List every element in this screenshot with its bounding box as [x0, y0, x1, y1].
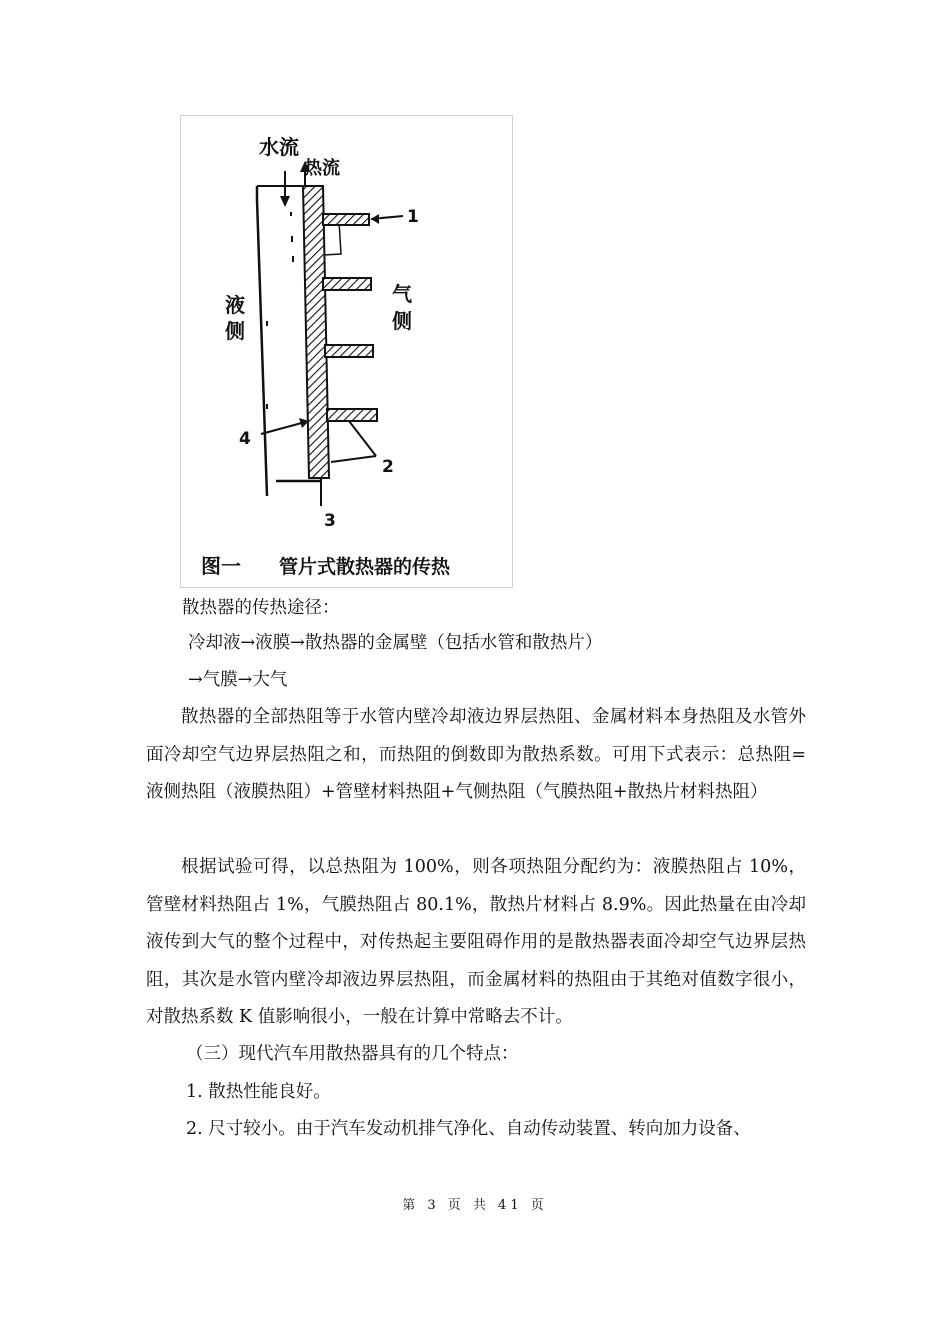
water-flow-label: 水流	[259, 135, 299, 159]
figure-caption-number: 图一	[201, 554, 241, 578]
path-line-1: 冷却液→液膜→散热器的金属壁（包括水管和散热片）	[188, 633, 603, 653]
list-item: 1. 散热性能良好。	[186, 1082, 331, 1102]
path-title: 散热器的传热途径：	[182, 598, 340, 618]
figure-caption-title: 管片式散热器的传热	[279, 556, 451, 578]
liquid-side-label-1: 液	[225, 293, 245, 317]
callout-2: 2	[382, 457, 394, 477]
section-heading: （三）现代汽车用散热器具有的几个特点：	[186, 1044, 519, 1064]
air-side-label-1: 气	[392, 282, 412, 306]
callout-4: 4	[239, 429, 251, 449]
radiator-diagram	[181, 116, 512, 587]
list-item: 2. 尺寸较小。由于汽车发动机排气净化、自动传动装置、转向加力设备、	[186, 1119, 751, 1139]
liquid-side-label-2: 侧	[225, 319, 245, 343]
paragraph-resistance-distribution: 根据试验可得，以总热阻为 100%，则各项热阻分配约为：液膜热阻占 10%，管壁材料热阻占 1%，气膜热阻占 80.1%，散热片材料占 8.9%。因此热量在由冷却液传到大气的整个过程中，对传热起主要阻碍作用的是散热器表面冷却空气边界层热阻，其次是水管内壁冷却液边界层热阻，而金属材料的热阻由于其绝对值数字很小，对散热系数 K 值影响很小，一般在计算中常略去不计。	[146, 857, 806, 1027]
heat-flow-label: 热流	[304, 158, 340, 179]
paragraph-thermal-resistance: 散热器的全部热阻等于水管内壁冷却液边界层热阻、金属材料本身热阻及水管外面冷却空气边界层热阻之和，而热阻的倒数即为散热系数。可用下式表示：总热阻=液侧热阻（液膜热阻）+管壁材料热阻+气侧热阻（气膜热阻+散热片材料热阻）	[146, 707, 806, 802]
heat-transfer-figure	[180, 115, 513, 588]
air-side-label-2: 侧	[392, 309, 412, 333]
callout-1: 1	[407, 207, 419, 227]
callout-3: 3	[324, 511, 336, 531]
path-line-2: →气膜→大气	[188, 670, 288, 690]
page-footer: 第 3 页 共 41 页	[402, 1198, 548, 1213]
